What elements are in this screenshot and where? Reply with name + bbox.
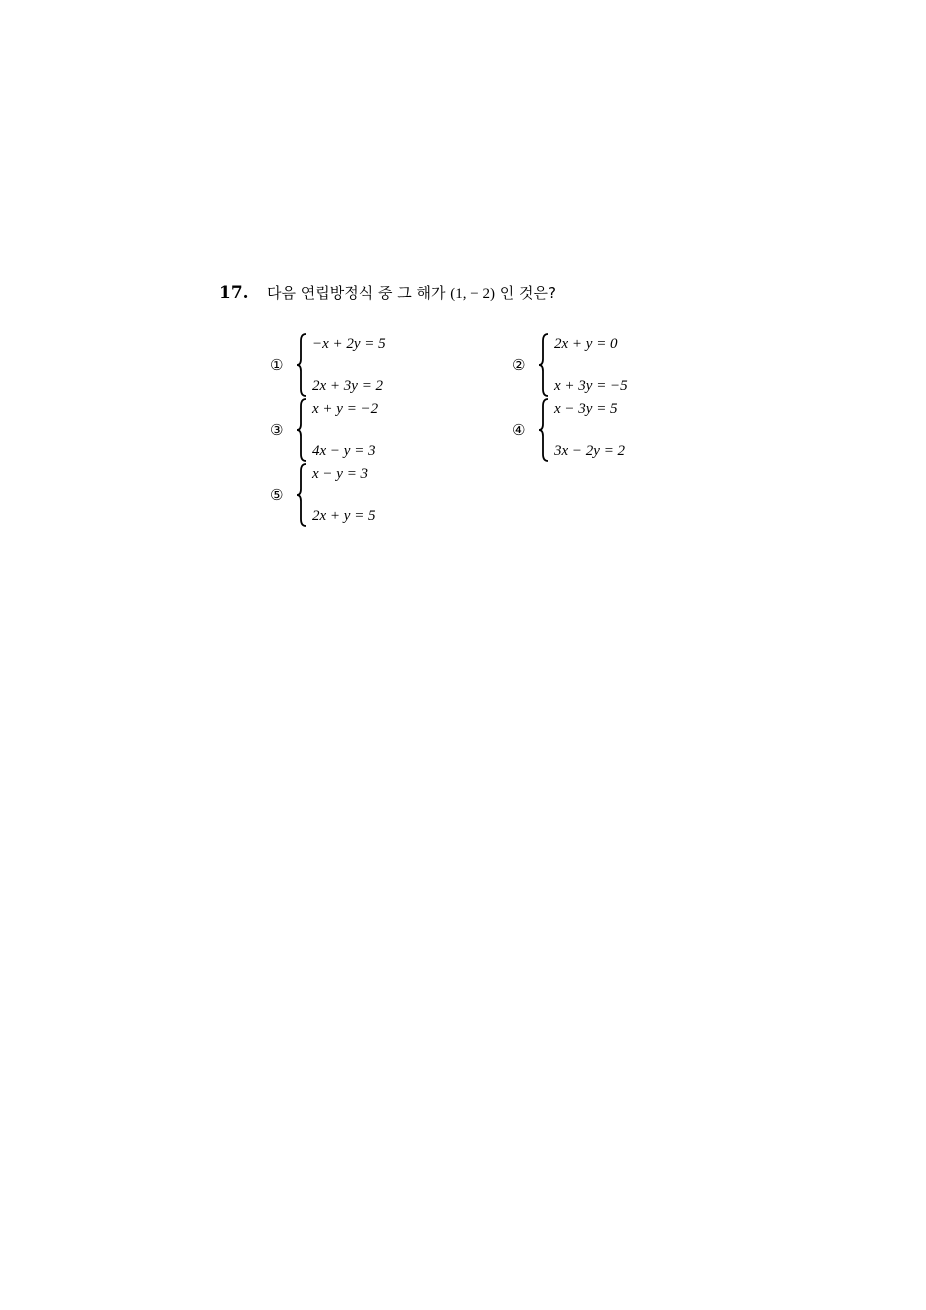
question-text-after: 인 것은?	[494, 284, 556, 302]
equation-1: x − y = 3	[312, 466, 369, 482]
choice-2[interactable]	[512, 332, 628, 398]
left-brace-icon	[296, 398, 308, 462]
equation-system	[312, 334, 386, 396]
question-text-before: 다음 연립방정식 중 그 해가	[267, 284, 451, 302]
question-header	[219, 282, 556, 303]
choice-1[interactable]	[270, 332, 386, 398]
choice-marker: ⑤	[270, 486, 284, 504]
equation-2: 4x − y = 3	[312, 443, 376, 459]
choice-marker: ④	[512, 421, 526, 439]
question-point: (1, − 2)	[450, 286, 495, 302]
equation-2: 3x − 2y = 2	[554, 443, 626, 459]
equation-1: x − 3y = 5	[554, 401, 618, 417]
equation-1: −x + 2y = 5	[312, 336, 386, 352]
equation-2: 2x + y = 5	[312, 508, 376, 524]
choice-4[interactable]	[512, 397, 625, 463]
equation-2: 2x + 3y = 2	[312, 378, 384, 394]
left-brace-icon	[296, 333, 308, 397]
equation-system	[312, 464, 376, 526]
choice-marker: ①	[270, 356, 284, 374]
left-brace-icon	[296, 463, 308, 527]
question-text	[267, 282, 556, 303]
equation-1: x + y = −2	[312, 401, 379, 417]
left-brace-icon	[538, 333, 550, 397]
equation-2: x + 3y = −5	[554, 378, 628, 394]
choice-marker: ③	[270, 421, 284, 439]
equation-system	[554, 399, 625, 461]
choice-5[interactable]	[270, 462, 376, 528]
choice-marker: ②	[512, 356, 526, 374]
choice-3[interactable]	[270, 397, 378, 463]
left-brace-icon	[538, 398, 550, 462]
question-number: 17.	[219, 283, 249, 303]
equation-1: 2x + y = 0	[554, 336, 618, 352]
equation-system	[312, 399, 378, 461]
equation-system	[554, 334, 628, 396]
